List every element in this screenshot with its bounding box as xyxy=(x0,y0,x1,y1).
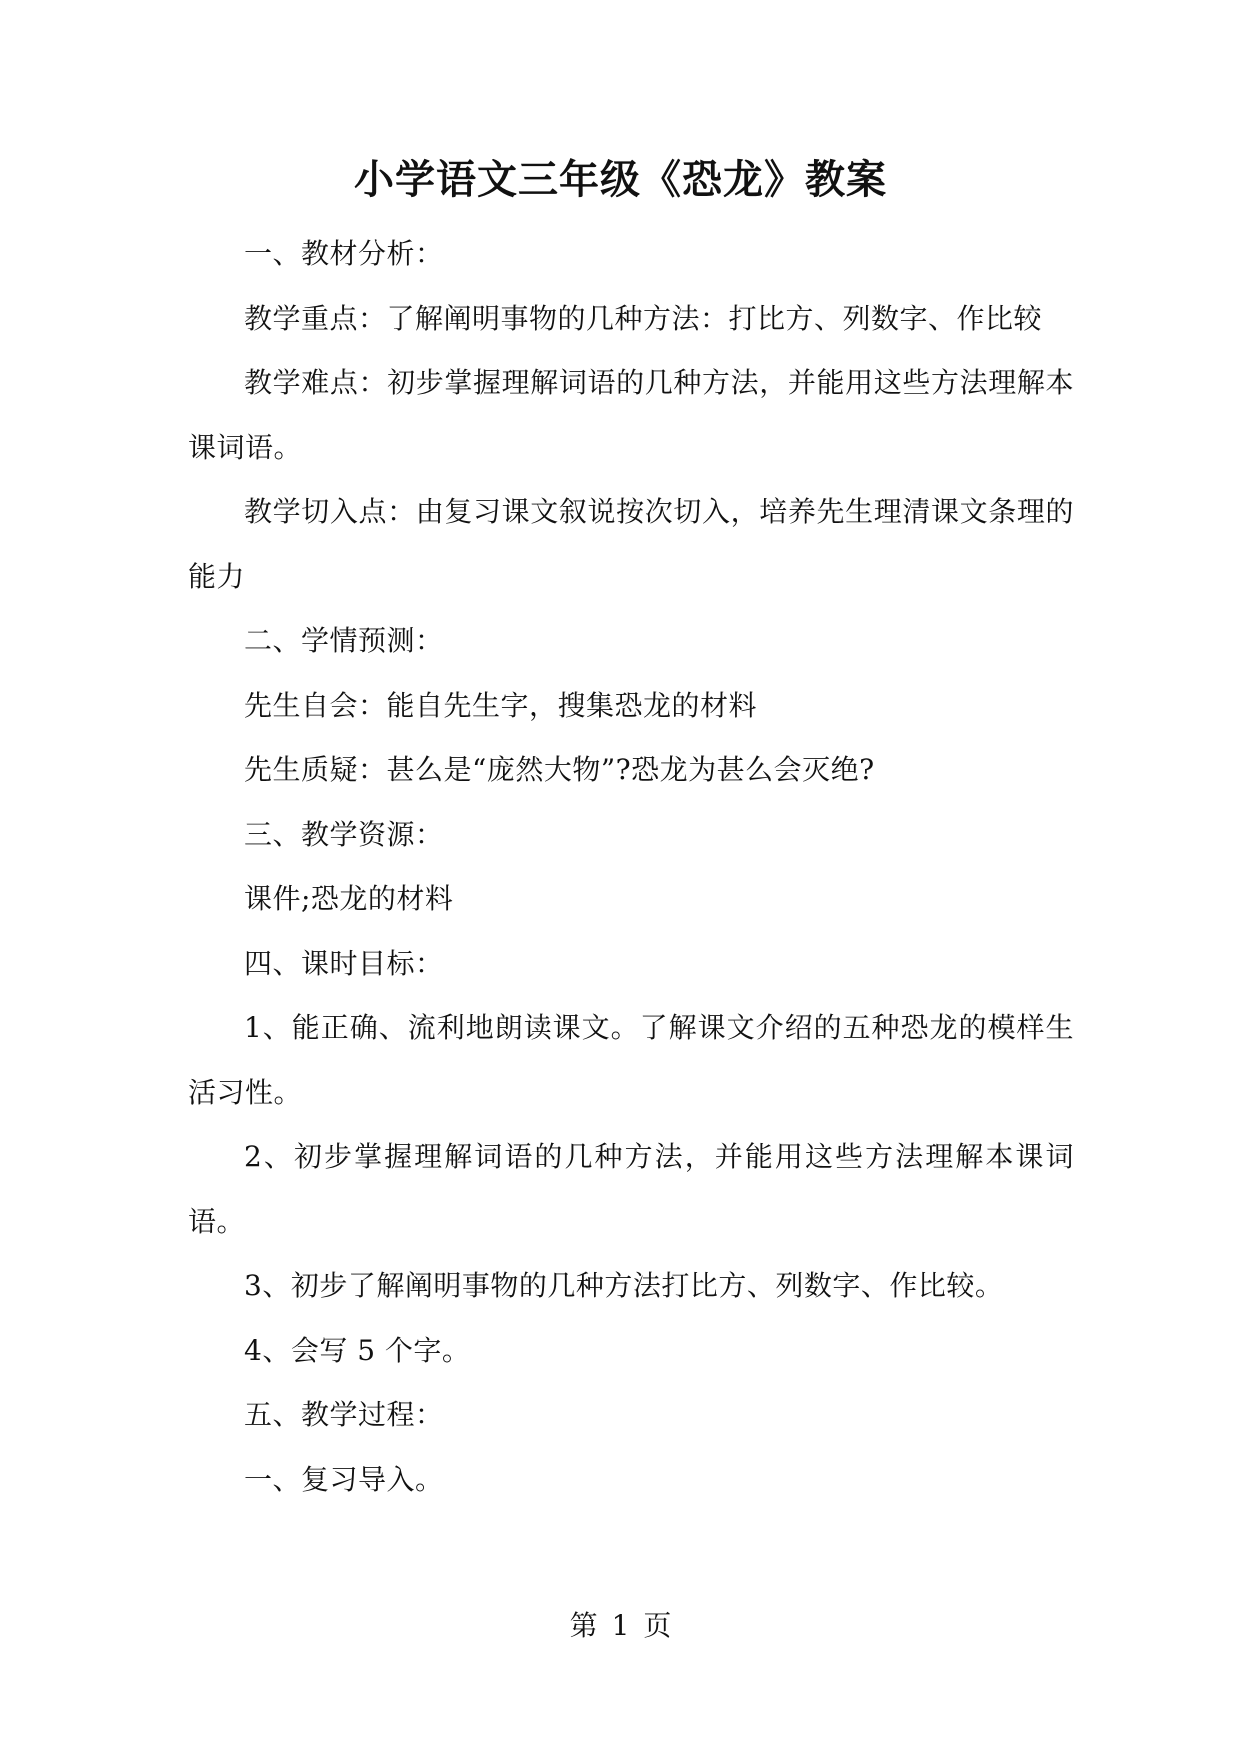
paragraph: 教学重点：了解阐明事物的几种方法：打比方、列数字、作比较 xyxy=(244,301,1043,335)
paragraph: 4、会写 5 个字。 xyxy=(244,1333,471,1367)
paragraph: 教学难点：初步掌握理解词语的几种方法，并能用这些方法理解本课词语。 xyxy=(188,366,1074,464)
paragraph: 3、初步了解阐明事物的几种方法打比方、列数字、作比较。 xyxy=(244,1269,1004,1302)
paragraph: 先生自会：能自先生字，搜集恐龙的材料 xyxy=(244,688,758,722)
document-body xyxy=(188,222,1074,1512)
paragraph: 三、教学资源： xyxy=(244,817,444,851)
paragraph: 教学切入点：由复习课文叙说按次切入，培养先生理清课文条理的能力 xyxy=(188,495,1074,593)
page-number-suffix: 页 xyxy=(643,1609,672,1642)
page-footer xyxy=(0,1606,1241,1646)
page-number: 1 xyxy=(611,1609,630,1642)
paragraph: 四、课时目标： xyxy=(244,946,444,980)
paragraph: 1、能正确、流利地朗读课文。了解课文介绍的五种恐龙的模样生活习性。 xyxy=(188,1011,1074,1109)
paragraph: 一、教材分析： xyxy=(244,237,444,270)
paragraph: 一、复习导入。 xyxy=(244,1462,444,1496)
paragraph: 五、教学过程： xyxy=(244,1398,444,1431)
paragraph: 二、学情预测： xyxy=(244,624,444,657)
paragraph: 2、初步掌握理解词语的几种方法，并能用这些方法理解本课词语。 xyxy=(188,1140,1074,1238)
paragraph: 先生质疑：甚么是“庞然大物”?恐龙为甚么会灭绝? xyxy=(244,753,875,786)
document-title: 小学语文三年级《恐龙》教案 xyxy=(354,156,887,203)
page-number-prefix: 第 xyxy=(569,1609,598,1642)
paragraph: 课件;恐龙的材料 xyxy=(244,882,454,915)
